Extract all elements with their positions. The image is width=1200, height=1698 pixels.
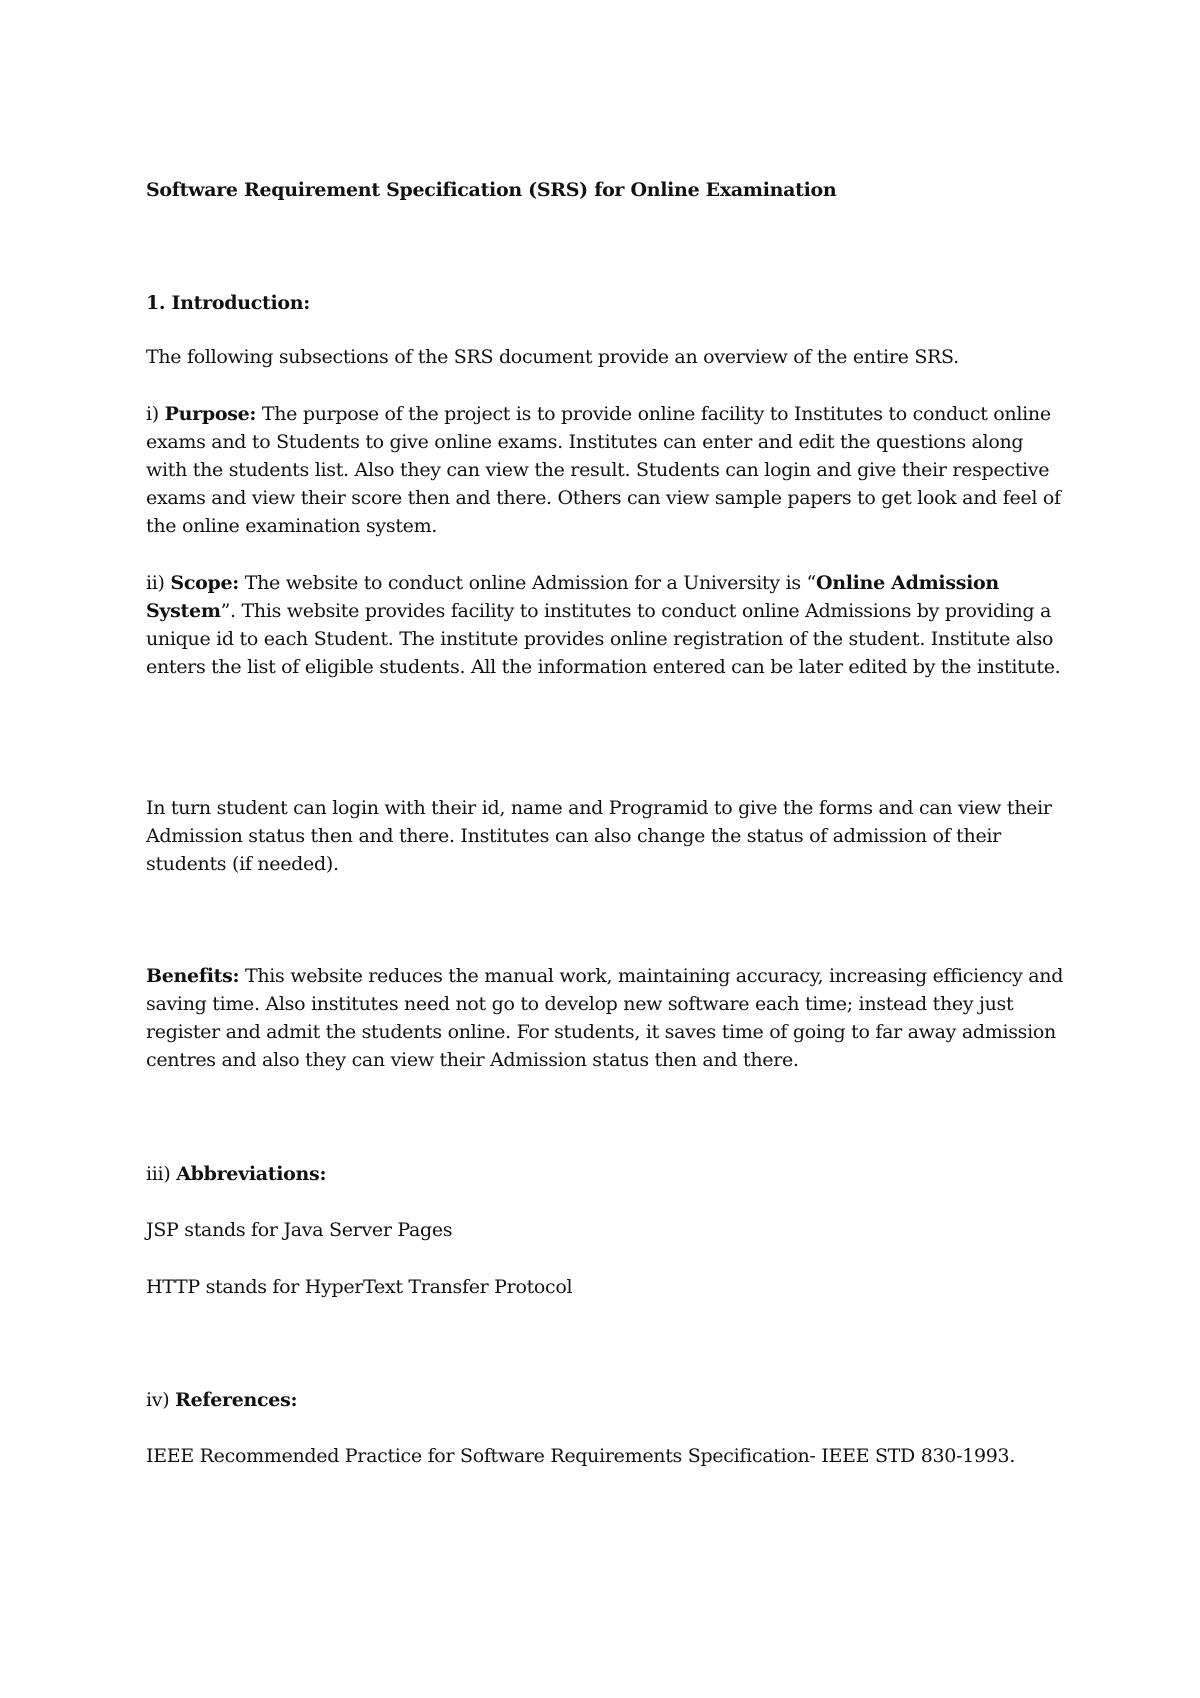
introduction-heading: 1. Introduction: (146, 292, 310, 314)
purpose-prefix: i) (146, 403, 165, 425)
scope-system-name: Online Admission System (146, 572, 999, 622)
scope-text-before: The website to conduct online Admission for a University is “ (238, 572, 816, 594)
benefits-label: Benefits: (146, 965, 240, 987)
scope-prefix: ii) (146, 572, 171, 594)
abbreviations-prefix: iii) (146, 1163, 177, 1185)
abbreviation-item: HTTP stands for HyperText Transfer Protocol (146, 1276, 573, 1298)
scope-text-after: ”. This website provides facility to institutes to conduct online Admissions by providing a unique id to each Student. The institute provides online registration of the student. Institute also enters the list of eligible students. All the information entered can be later edited by the institute. (146, 600, 1061, 678)
abbreviations-heading (146, 1160, 1066, 1188)
turn-paragraph: In turn student can login with their id, name and Programid to give the forms and can view their Admission status then and there. Institutes can also change the status of admission of their students (if needed). (146, 797, 1052, 875)
introduction-text: The following subsections of the SRS document provide an overview of the entire SRS. (146, 346, 959, 368)
benefits-paragraph (146, 962, 1066, 1074)
scope-paragraph (146, 569, 1066, 681)
scope-label: Scope: (170, 572, 239, 594)
references-text: IEEE Recommended Practice for Software Requirements Specification- IEEE STD 830-1993. (146, 1445, 1016, 1467)
purpose-paragraph (146, 400, 1066, 540)
references-heading (146, 1386, 1066, 1414)
purpose-label: Purpose: (164, 403, 257, 425)
benefits-text: This website reduces the manual work, maintaining accuracy, increasing efficiency and saving time. Also institutes need not go to develop new software each time; instead they just register and admit the students online. For students, it saves time of going to far away admission centres and also they can view their Admission status then and there. (146, 965, 1064, 1071)
references-label: References: (175, 1389, 298, 1411)
abbreviations-label: Abbreviations: (176, 1163, 327, 1185)
references-prefix: iv) (146, 1389, 176, 1411)
abbreviation-item: JSP stands for Java Server Pages (146, 1219, 453, 1241)
document-title: Software Requirement Specification (SRS) for Online Examination (146, 179, 837, 201)
purpose-text: The purpose of the project is to provide online facility to Institutes to conduct online exams and to Students to give online exams. Institutes can enter and edit the questions along with the students list. Also they can view the result. Students can login and give their respective exams and view their score then and there. Others can view sample papers to get look and feel of the online examination system. (146, 403, 1061, 537)
